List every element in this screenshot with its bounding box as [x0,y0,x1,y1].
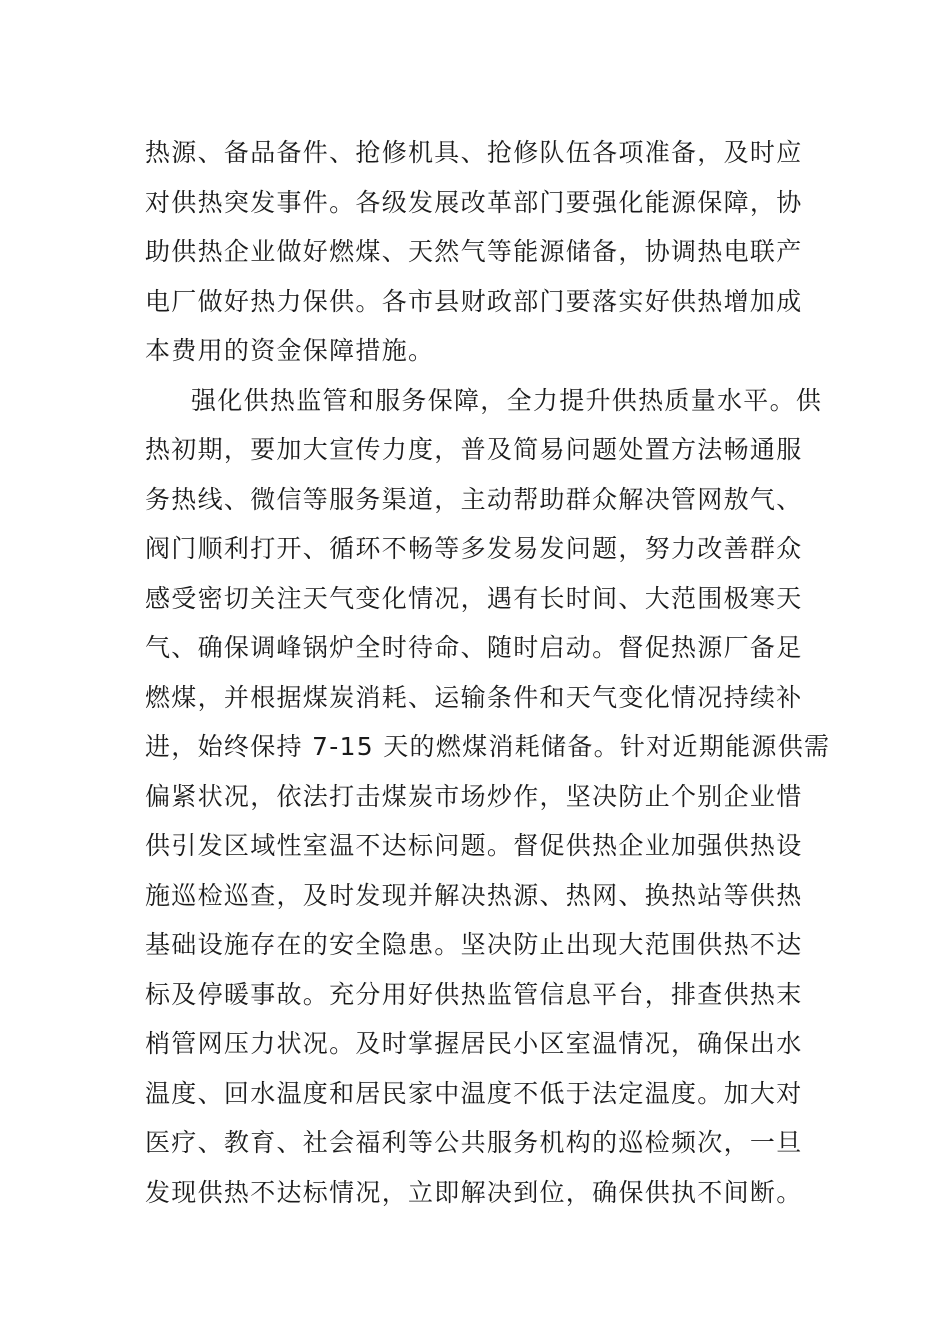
text-line: 本费用的资金保障措施。 [145,336,435,365]
text-line: 温度、回水温度和居民家中温度不低于法定温度。加大对 [145,1078,803,1108]
text-line: 气、确保调峰锅炉全时待命、随时启动。督促热源厂备足 [145,633,803,662]
text-line: 标及停暖事故。充分用好供热监管信息平台，排查供热末 [145,979,803,1009]
text-line: 进，始终保持 7-15 天的燃煤消耗储备。针对近期能源供需 [145,732,831,761]
text-line: 偏紧状况，依法打击煤炭市场炒作，坚决防止个别企业惜 [145,781,803,811]
text-line: 施巡检巡查，及时发现并解决热源、热网、换热站等供热 [145,880,803,910]
text-line: 医疗、教育、社会福利等公共服务机构的巡检频次，一旦 [145,1128,803,1157]
text-line: 发现供热不达标情况，立即解决到位，确保供执不间断。 [145,1177,803,1207]
body-text [145,128,831,1217]
text-line: 热源、备品备件、抢修机具、抢修队伍各项准备，及时应 [145,138,803,167]
text-line: 对供热突发事件。各级发展改革部门要强化能源保障，协 [145,187,803,217]
text-line: 燃煤，并根据煤炭消耗、运输条件和天气变化情况持续补 [145,682,803,712]
text-line: 基础设施存在的安全隐患。坚决防止出现大范围供热不达 [145,930,803,959]
text-line: 供引发区域性室温不达标问题。督促供热企业加强供热设 [145,831,803,860]
text-line: 电厂做好热力保供。各市县财政部门要落实好供热增加成 [145,286,803,316]
text-line: 助供热企业做好燃煤、天然气等能源储备，协调热电联产 [145,237,803,266]
text-line: 热初期，要加大宣传力度，普及简易问题处置方法畅通服 [145,435,803,464]
text-line: 阀门顺利打开、循环不畅等多发易发问题，努力改善群众 [145,534,803,563]
paragraph-first-line: 强化供热监管和服务保障，全力提升供热质量水平。供 [191,385,823,415]
text-line: 务热线、微信等服务渠道，主动帮助群众解决管网敖气、 [145,484,803,514]
text-line: 梢管网压力状况。及时掌握居民小区室温情况，确保出水 [145,1029,803,1058]
text-line: 感受密切关注天气变化情况，遇有长时间、大范围极寒天 [145,583,803,613]
